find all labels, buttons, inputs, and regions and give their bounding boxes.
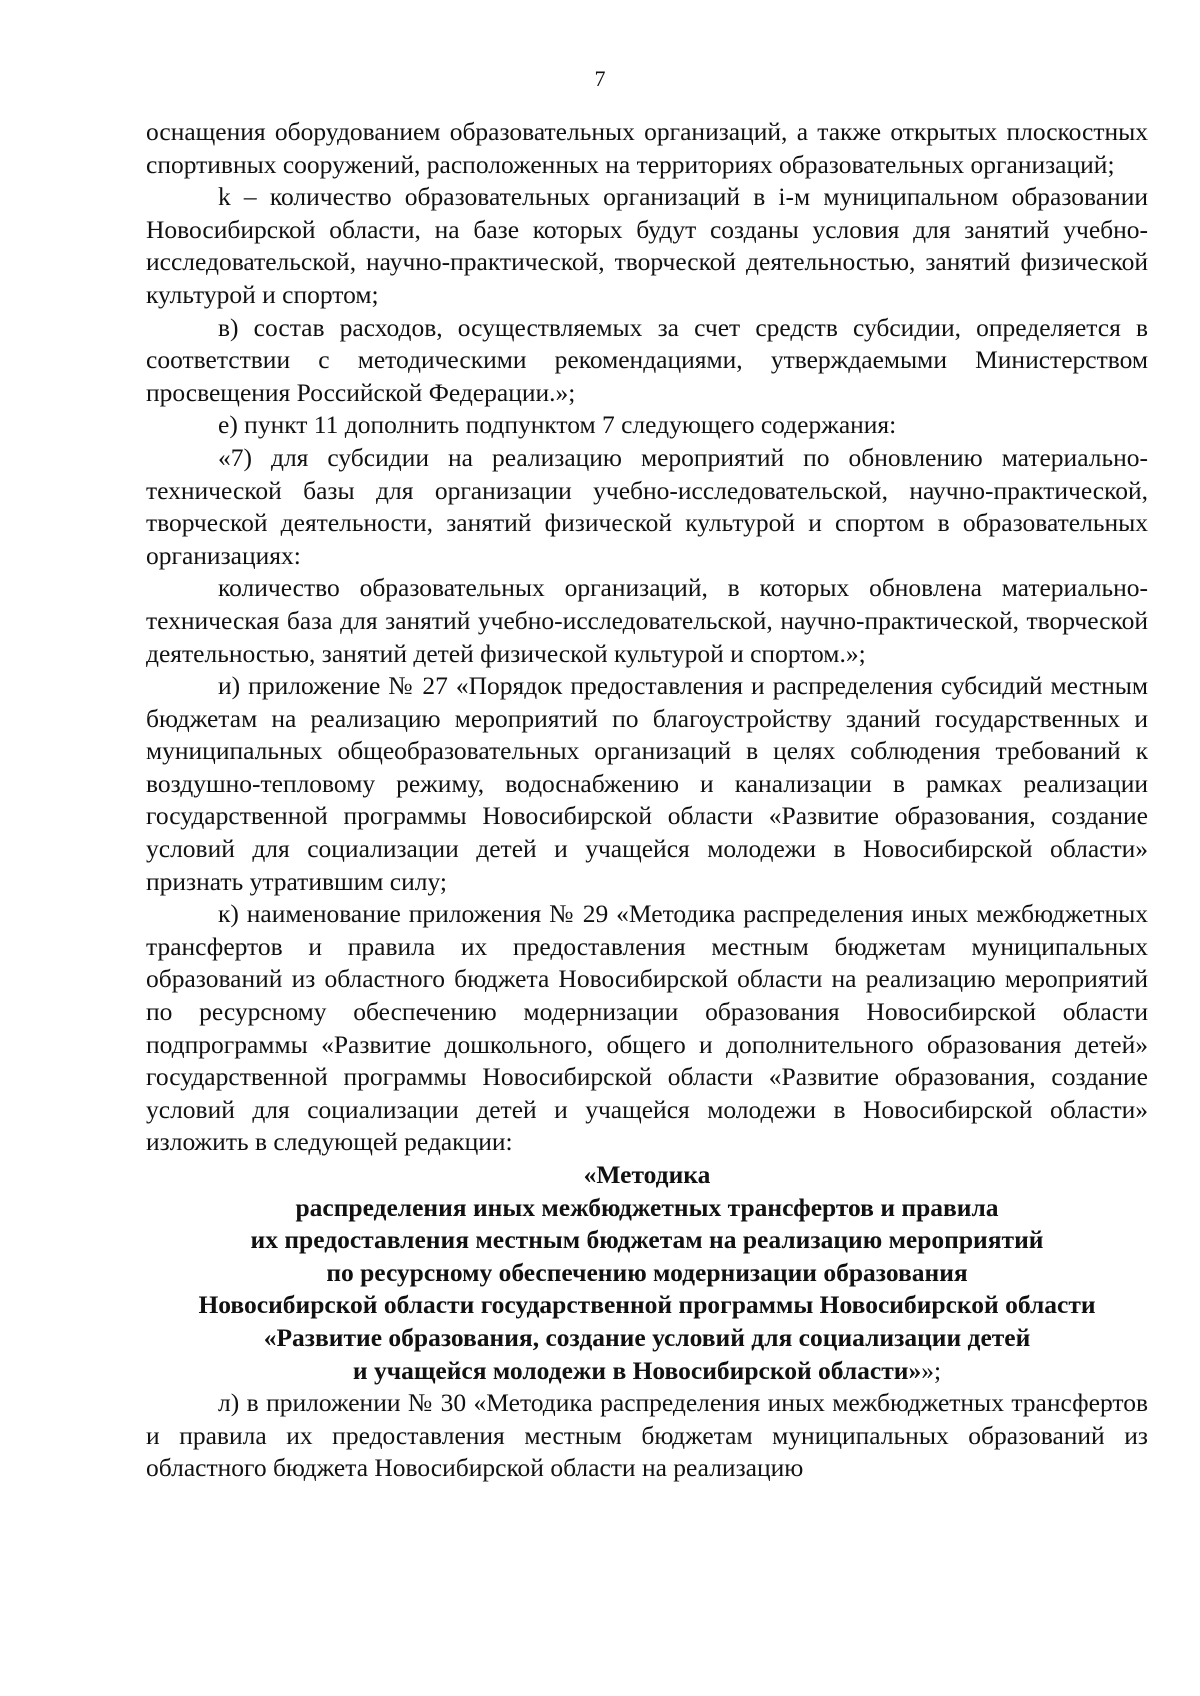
heading-line-last bbox=[146, 1355, 1148, 1388]
paragraph: в) состав расходов, осуществляемых за счет средств субсидии, определяется в соответствии с методическими рекомендациями, утверждаемыми Министерством просвещения Российской Федерации.»; bbox=[146, 312, 1148, 407]
page-number: 7 bbox=[594, 66, 606, 91]
heading-tail: »; bbox=[921, 1355, 942, 1385]
section-heading bbox=[146, 1159, 1148, 1387]
heading-line: по ресурсному обеспечению модернизации образования bbox=[326, 1257, 968, 1287]
heading-line: их предоставления местным бюджетам на реализацию мероприятий bbox=[250, 1225, 1044, 1255]
heading-line: «Методика bbox=[583, 1160, 711, 1189]
heading-line-text: и учащейся молодежи в Новосибирской области» bbox=[352, 1355, 922, 1385]
paragraph: «7) для субсидии на реализацию мероприятий по обновлению материально-технической базы для организации учебно-исследовательской, научно-практической, творческой деятельности, занятий физической культурой и спортом в образовательных организациях: bbox=[146, 442, 1148, 570]
heading-line: «Развитие образования, создание условий для социализации детей bbox=[263, 1322, 1031, 1352]
paragraph: е) пункт 11 дополнить подпунктом 7 следующего содержания: bbox=[218, 410, 897, 440]
paragraph: и) приложение № 27 «Порядок предоставления и распределения субсидий местным бюджетам на реализацию мероприятий по благоустройству зданий государственных и муниципальных общеобразовательных организаций в целях соблюдения требований к воздушно-тепловому режиму, водоснабжению и канализации в рамках реализации государственной программы Новосибирской области «Развитие образования, создание условий для социализации детей и учащейся молодежи в Новосибирской области» признать утратившим силу; bbox=[146, 671, 1148, 896]
document-body bbox=[146, 116, 1148, 1485]
paragraph: k – количество образовательных организаций в i-м муниципальном образовании Новосибирской области, на базе которых будут созданы условия для занятий учебно-исследовательской, научно-практической, творческой деятельностью, занятий физической культурой и спортом; bbox=[146, 182, 1148, 309]
heading-line: Новосибирской области государственной программы Новосибирской области bbox=[198, 1290, 1096, 1320]
paragraph: к) наименование приложения № 29 «Методика распределения иных межбюджетных трансфертов и правила их предоставления местным бюджетам муниципальных образований из областного бюджета Новосибирской области на реализацию мероприятий по ресурсному обеспечению модернизации образования Новосибирской области подпрограммы «Развитие дошкольного, общего и дополнительного образования детей» государственной программы Новосибирской области «Развитие образования, создание условий для социализации детей и учащейся молодежи в Новосибирской области» изложить в следующей редакции: bbox=[146, 899, 1148, 1157]
paragraph: количество образовательных организаций, в которых обновлена материально-техническая база для занятий учебно-исследовательской, научно-практической, творческой деятельностью, занятий детей физической культурой и спортом.»; bbox=[146, 573, 1148, 668]
heading-line: распределения иных межбюджетных трансфертов и правила bbox=[295, 1192, 999, 1222]
paragraph: л) в приложении № 30 «Методика распределения иных межбюджетных трансфертов и правила их предоставления местным бюджетам муниципальных образований из областного бюджета Новосибирской области на реализацию bbox=[146, 1388, 1148, 1483]
paragraph: оснащения оборудованием образовательных организаций, а также открытых плоскостных спортивных сооружений, расположенных на территориях образовательных организаций; bbox=[146, 117, 1148, 179]
